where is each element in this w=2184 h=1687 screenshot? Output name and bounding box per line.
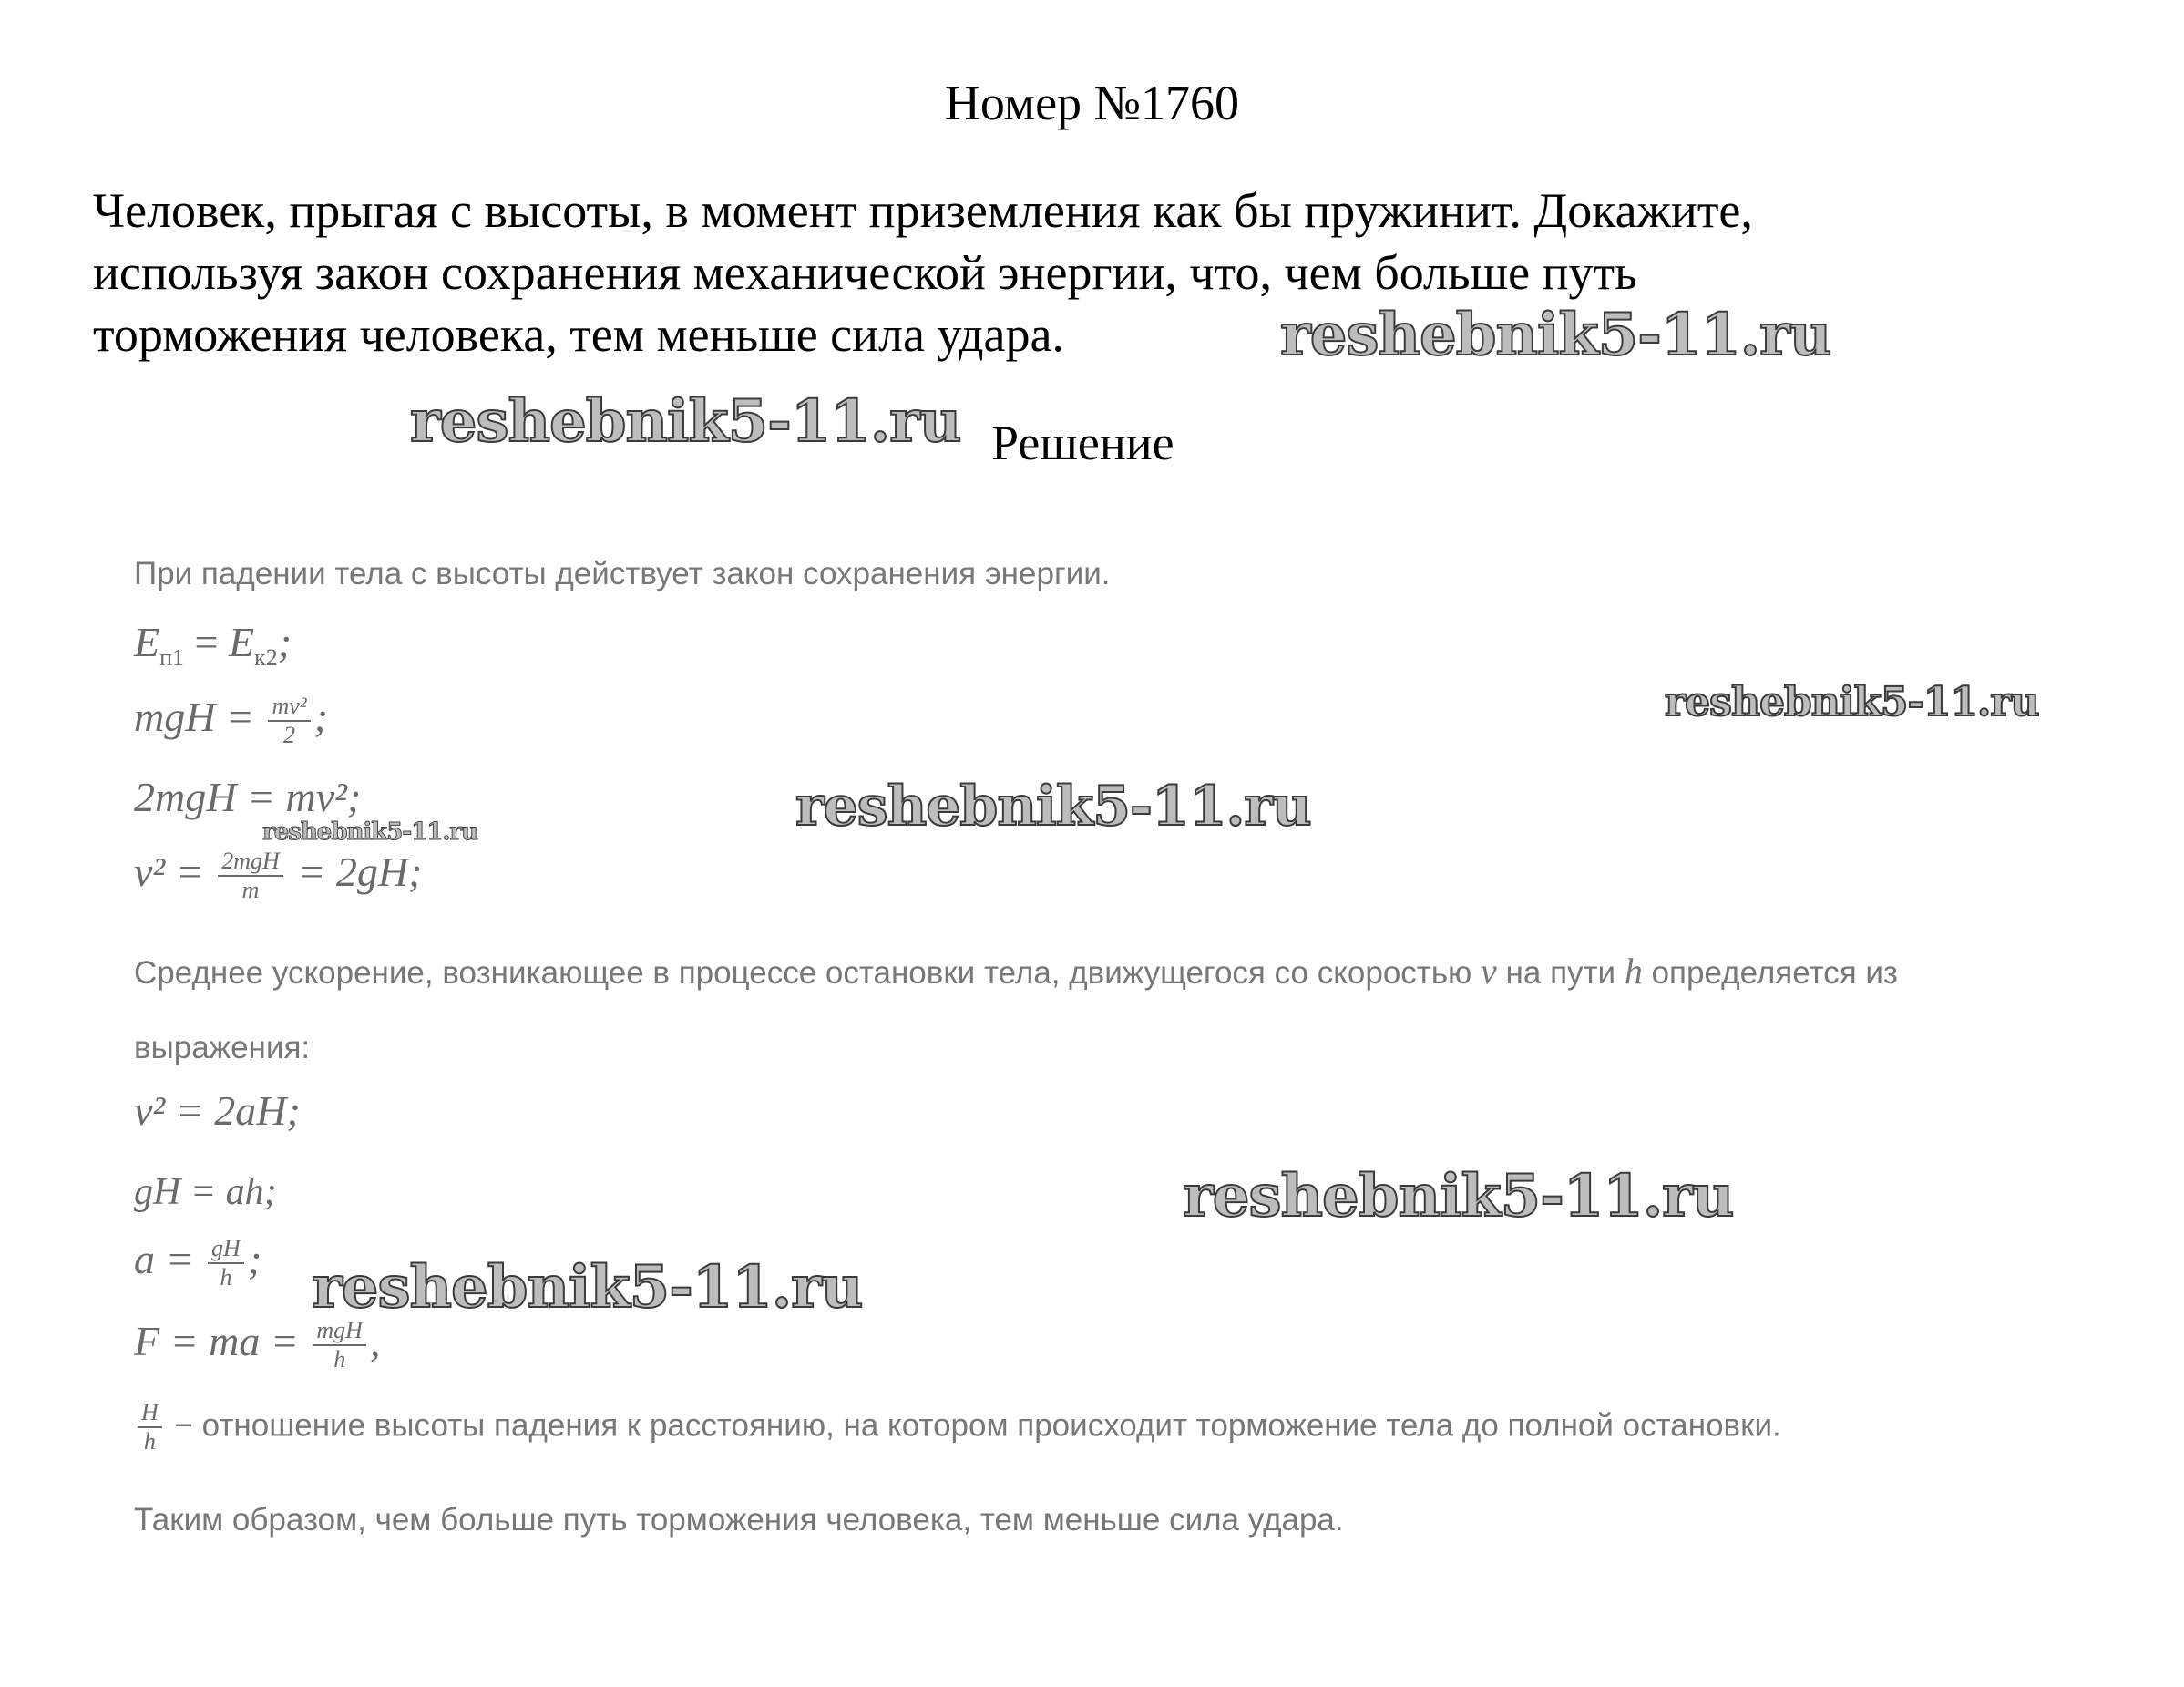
problem-line-3: торможения человека, тем меньше сила удара. <box>93 307 1064 362</box>
watermark: reshebnik5-11.ru <box>262 818 478 846</box>
watermark: reshebnik5-11.ru <box>1665 679 2039 725</box>
equation-v2-2ah: v² = 2aH; <box>134 1087 301 1134</box>
watermark: reshebnik5-11.ru <box>1183 1162 1734 1230</box>
solution-conclusion: Таким образом, чем больше путь торможения человека, тем меньше сила удара. <box>134 1502 1344 1538</box>
watermark: reshebnik5-11.ru <box>410 387 961 456</box>
equation-mgh: mgH = $\frac{\text{mv²}}{2}$ ; <box>134 693 328 749</box>
problem-line-1: Человек, прыгая с высоты, в момент приземления как бы пружинит. Докажите, <box>93 183 1753 238</box>
problem-line-2: используя закон сохранения механической энергии, что, чем больше путь <box>93 245 1637 300</box>
solution-heading: Решение <box>991 416 1174 470</box>
equation-v-squared: v² = $\frac{\text{2mgH}}{m}$ = 2gH; <box>134 848 423 904</box>
watermark: reshebnik5-11.ru <box>795 775 1311 838</box>
equation-a: a = $\frac{gH}{h}$ ; <box>134 1235 262 1291</box>
watermark: reshebnik5-11.ru <box>1280 301 1831 369</box>
equation-force: F = ma = $\frac{\text{mgH}}{h}$ , <box>134 1317 381 1373</box>
solution-intro: При падении тела с высоты действует закон сохранения энергии. <box>134 556 1111 591</box>
watermark: reshebnik5-11.ru <box>312 1253 863 1322</box>
equation-gh-ah: gH = ah; <box>134 1171 277 1213</box>
equation-energy-balance: $E_{п1} = E_{к2}$; <box>134 619 292 672</box>
page-title: Номер №1760 <box>944 76 1240 130</box>
equation-2mgh: 2mgH = mv²; <box>134 774 362 820</box>
solution-paragraph-line-2: выражения: <box>134 1030 311 1065</box>
solution-paragraph: Среднее ускорение, возникающее в процессе остановки тела, движущегося со скоростью v на пути h определяется из <box>134 951 1898 992</box>
ratio-explanation: $\frac{H}{h}$ − отношение высоты падения к расстоянию, на котором происходит торможение тела до полной остановки. <box>134 1399 1781 1456</box>
